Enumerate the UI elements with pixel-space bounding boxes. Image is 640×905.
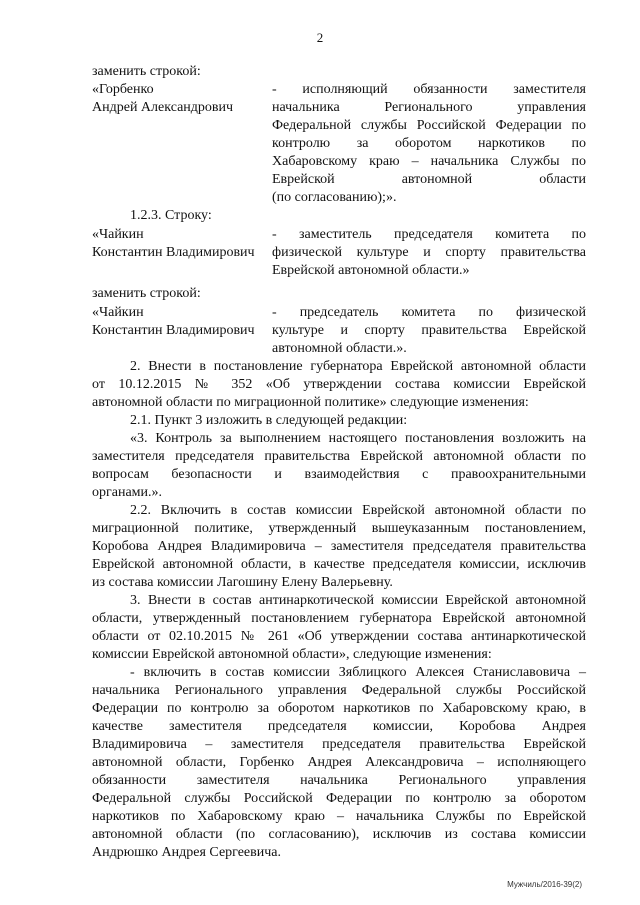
paragraph-2-2-line: 2.2. Включить в состав комиссии Еврейской автономной области по: [130, 503, 586, 518]
paragraph-3-line: комиссии Еврейской автономной области», следующие изменения:: [92, 647, 492, 662]
paragraph-2-2-line: из состава комиссии Лагошину Елену Валерьевну.: [92, 575, 393, 590]
paragraph-3-item-line: автономной области (по согласованию), исключив из состава комиссии: [92, 827, 586, 842]
block1-name-line2: Андрей Александрович: [92, 100, 234, 115]
block1-name-line1: «Горбенко: [92, 82, 154, 97]
block3-name-line1: «Чайкин: [92, 305, 144, 320]
paragraph-2-1-quote-line: органами.».: [92, 485, 163, 500]
block1-desc-line: (по согласованию);».: [272, 190, 397, 205]
block1-desc-line: контролю за оборотом наркотиков по: [272, 136, 586, 151]
paragraph-2-1-quote-line: заместителя председателя правительства Еврейской автономной области по: [92, 449, 586, 464]
block1-desc-line: Хабаровскому краю – начальника Службы по: [272, 154, 586, 169]
block3-name-line2: Константин Владимирович: [92, 323, 255, 338]
block2-name-line1: «Чайкин: [92, 227, 144, 242]
paragraph-2-line: от 10.12.2015 № 352 «Об утверждении состава комиссии Еврейской: [92, 377, 586, 392]
paragraph-2-line: 2. Внести в постановление губернатора Еврейской автономной области: [130, 359, 586, 374]
block1-desc-line: начальника Регионального управления: [272, 100, 586, 115]
paragraph-3-item-line: - включить в состав комиссии Зяблицкого Алексея Станиславовича –: [130, 665, 586, 680]
document-footer-code: Мужчиль/2016-39(2): [507, 880, 582, 889]
block2-heading: 1.2.3. Строку:: [130, 208, 212, 223]
block2-desc-line: Еврейской автономной области.»: [272, 263, 470, 278]
paragraph-3-line: 3. Внести в состав антинаркотической комиссии Еврейской автономной: [130, 593, 586, 608]
block3-desc-line: - председатель комитета по физической: [272, 305, 586, 320]
paragraph-3-item-line: начальника Регионального управления Федеральной службы Российской: [92, 683, 586, 698]
paragraph-3-item-line: Владимировича – заместителя председателя правительства Еврейской: [92, 737, 586, 752]
block1-desc-line: Федеральной службы Российской Федерации по: [272, 118, 586, 133]
block2-desc-line: физической культуре и спорту правительства: [272, 245, 586, 260]
paragraph-3-item-line: автономной области, Горбенко Андрея Александровича – исполняющего: [92, 755, 586, 770]
paragraph-2-2-line: Еврейской автономной области, в качестве председателя комиссии, исключив: [92, 557, 586, 572]
block2-desc-line: - заместитель председателя комитета по: [272, 227, 586, 242]
paragraph-2-2-line: Коробова Андрея Владимировича – заместителя председателя правительства: [92, 539, 586, 554]
paragraph-2-1-quote-line: вопросам безопасности и взаимодействия с правоохранительными: [92, 467, 586, 482]
paragraph-2-line: автономной области по миграционной политике» следующие изменения:: [92, 395, 529, 410]
paragraph-3-item-line: Андрюшко Андрея Сергеевича.: [92, 845, 281, 860]
paragraph-3-item-line: обязанности заместителя начальника Регионального управления: [92, 773, 586, 788]
paragraph-3-line: области, утвержденный постановлением губернатора Еврейской автономной: [92, 611, 586, 626]
paragraph-2-1-quote-line: «3. Контроль за выполнением настоящего постановления возложить на: [130, 431, 586, 446]
block3-intro: заменить строкой:: [92, 286, 201, 301]
paragraph-3-item-line: наркотиков по Хабаровскому краю – начальника Службы по Еврейской: [92, 809, 586, 824]
block3-desc-line: автономной области.».: [272, 341, 407, 356]
paragraph-3-line: области от 02.10.2015 № 261 «Об утверждении состава антинаркотической: [92, 629, 586, 644]
block1-intro: заменить строкой:: [92, 64, 201, 79]
paragraph-2-1-line: 2.1. Пункт 3 изложить в следующей редакции:: [130, 413, 408, 428]
paragraph-3-item-line: качестве заместителя председателя комиссии, Коробова Андрея: [92, 719, 586, 734]
paragraph-3-item-line: Федерации по контролю за оборотом наркотиков по Хабаровскому краю, в: [92, 701, 586, 716]
block2-name-line2: Константин Владимирович: [92, 245, 255, 260]
block3-desc-line: культуре и спорту правительства Еврейской: [272, 323, 586, 338]
page-number: 2: [316, 30, 324, 45]
paragraph-2-2-line: миграционной политике, утвержденный вышеуказанным постановлением,: [92, 521, 586, 536]
paragraph-3-item-line: Федеральной службы Российской Федерации по контролю за оборотом: [92, 791, 586, 806]
block1-desc-line: Еврейской автономной области: [272, 172, 586, 187]
block1-desc-line: - исполняющий обязанности заместителя: [272, 82, 586, 97]
